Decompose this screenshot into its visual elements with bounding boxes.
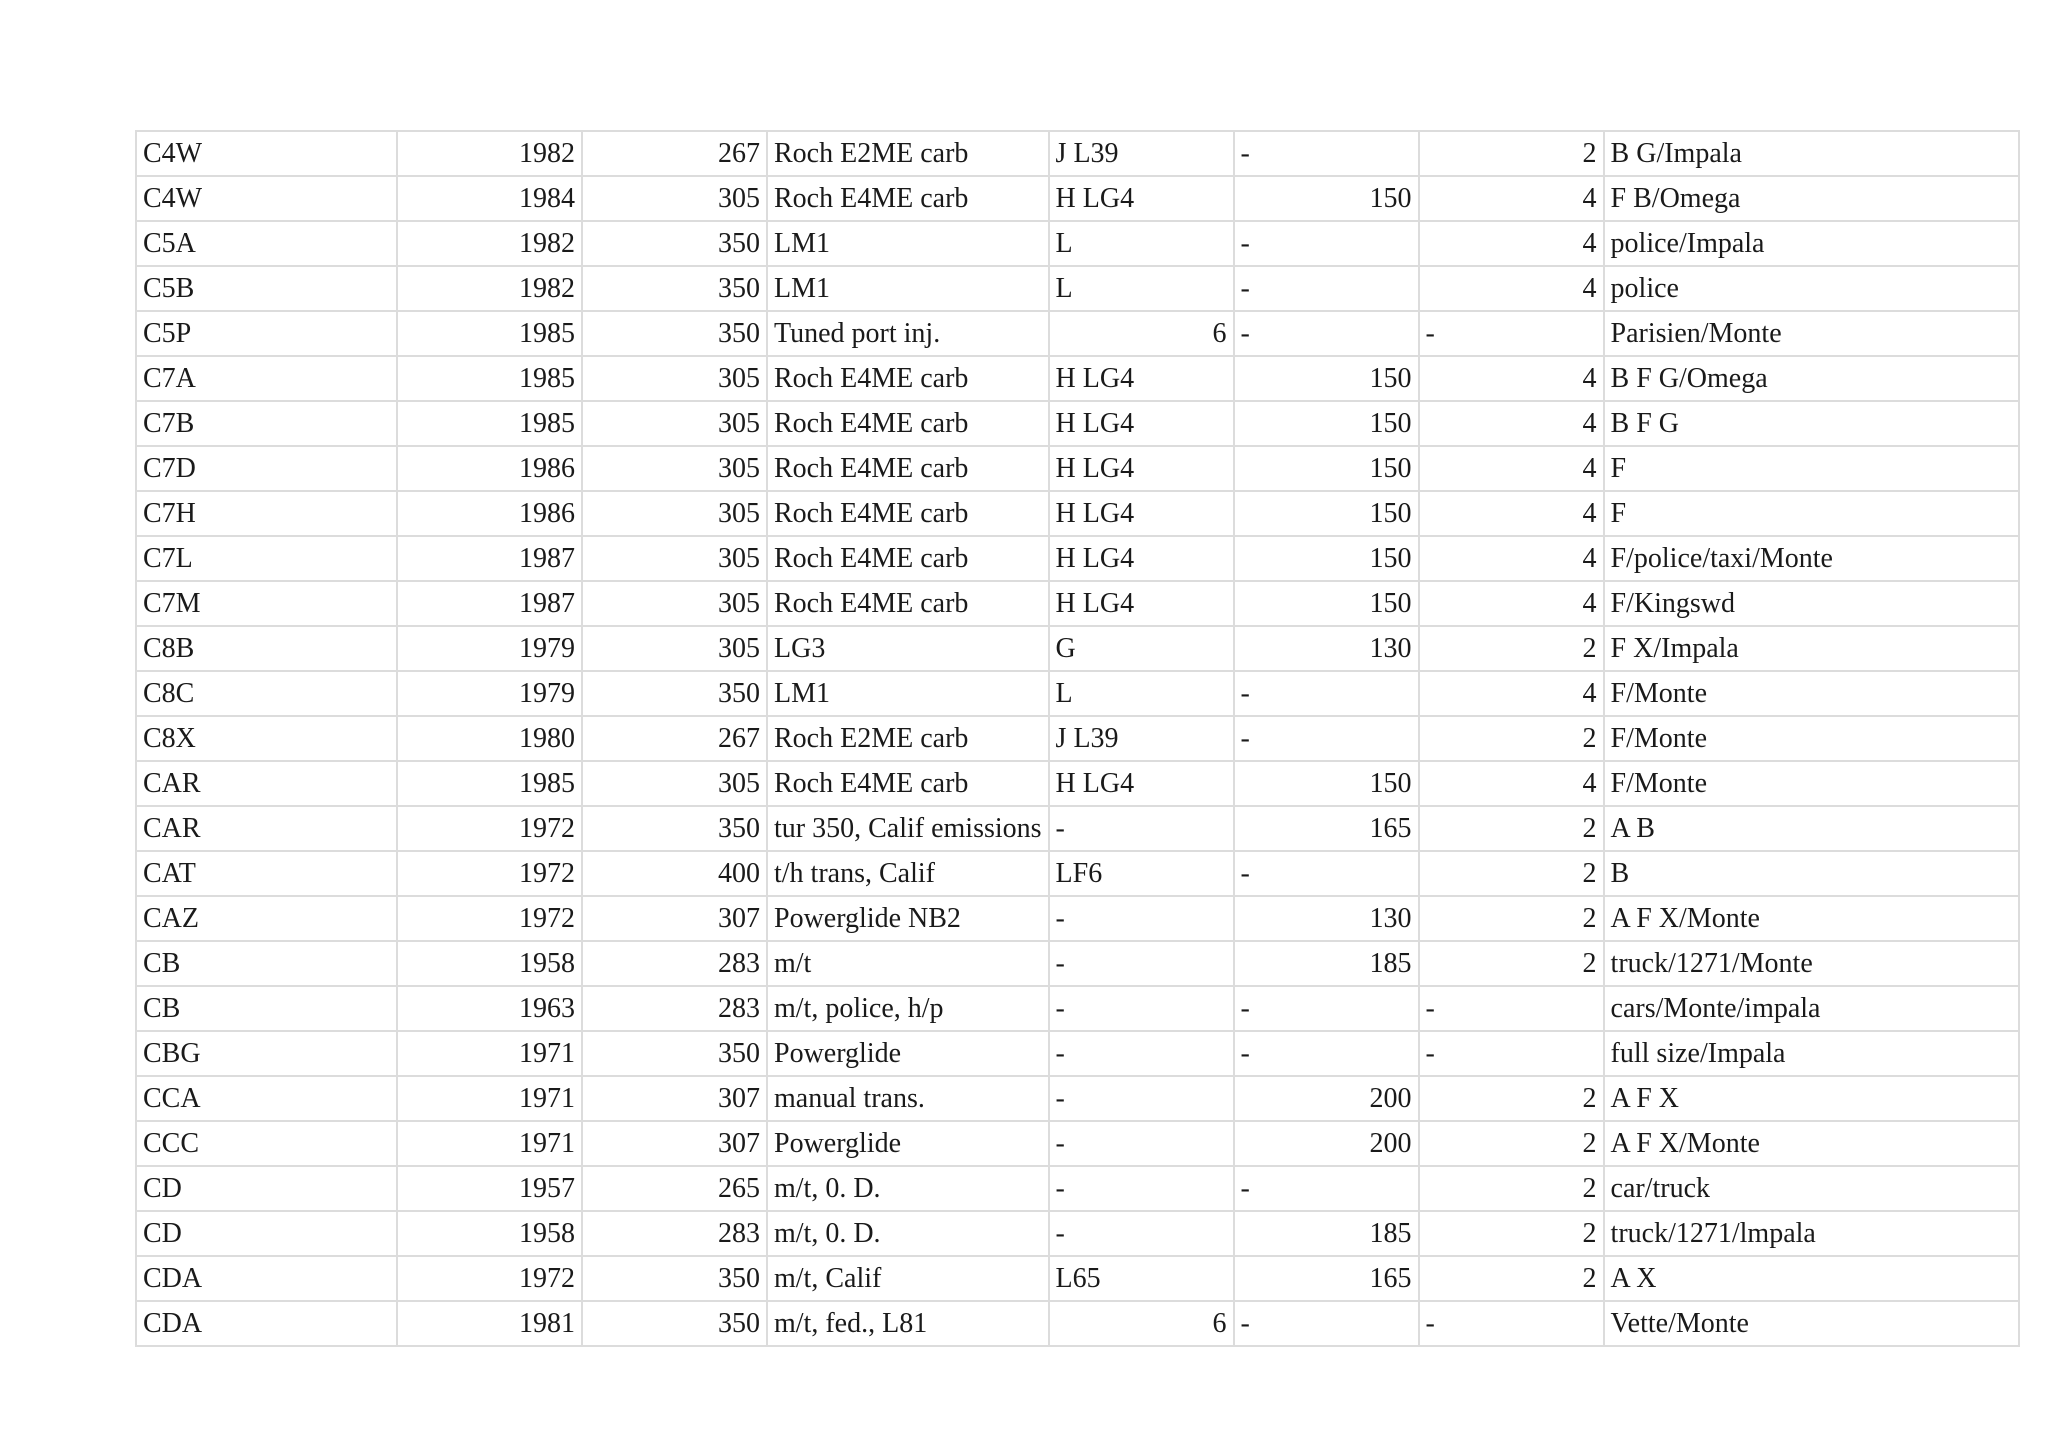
table-cell-code2: - xyxy=(1049,1031,1234,1076)
table-cell-barrels: 4 xyxy=(1419,491,1604,536)
table-row xyxy=(136,356,2019,401)
table-cell-desc: Roch E4ME carb xyxy=(767,356,1049,401)
table-cell-hp: 150 xyxy=(1234,581,1419,626)
table-cell-code2: H LG4 xyxy=(1049,356,1234,401)
table-cell-barrels: 2 xyxy=(1419,1211,1604,1256)
table-cell-desc: Powerglide xyxy=(767,1031,1049,1076)
table-row xyxy=(136,626,2019,671)
table-cell-year: 1981 xyxy=(397,1301,582,1346)
table-cell-cid: 305 xyxy=(582,401,767,446)
table-cell-usage: F B/Omega xyxy=(1604,176,2019,221)
table-cell-hp: 150 xyxy=(1234,536,1419,581)
table-cell-code: C7H xyxy=(136,491,397,536)
table-cell-cid: 307 xyxy=(582,1076,767,1121)
table-row xyxy=(136,851,2019,896)
table-cell-code2: H LG4 xyxy=(1049,536,1234,581)
table-cell-hp: 150 xyxy=(1234,401,1419,446)
table-cell-cid: 350 xyxy=(582,1031,767,1076)
table-cell-code: CAR xyxy=(136,761,397,806)
table-cell-barrels: 4 xyxy=(1419,266,1604,311)
table-cell-usage: F/Monte xyxy=(1604,761,2019,806)
table-cell-cid: 307 xyxy=(582,1121,767,1166)
table-cell-year: 1987 xyxy=(397,536,582,581)
table-row xyxy=(136,1121,2019,1166)
table-cell-code: C5P xyxy=(136,311,397,356)
table-cell-cid: 350 xyxy=(582,1256,767,1301)
table-cell-cid: 350 xyxy=(582,311,767,356)
table-cell-year: 1963 xyxy=(397,986,582,1031)
table-cell-desc: Roch E2ME carb xyxy=(767,716,1049,761)
table-cell-code2: J L39 xyxy=(1049,131,1234,176)
table-cell-hp: 130 xyxy=(1234,626,1419,671)
table-cell-code2: L65 xyxy=(1049,1256,1234,1301)
table-cell-code: C8B xyxy=(136,626,397,671)
table-cell-hp: 185 xyxy=(1234,941,1419,986)
table-cell-code: CB xyxy=(136,986,397,1031)
table-cell-cid: 305 xyxy=(582,536,767,581)
table-cell-code2: H LG4 xyxy=(1049,491,1234,536)
table-cell-cid: 305 xyxy=(582,446,767,491)
table-cell-barrels: 2 xyxy=(1419,131,1604,176)
table-cell-year: 1982 xyxy=(397,266,582,311)
table-row xyxy=(136,1211,2019,1256)
table-cell-code2: H LG4 xyxy=(1049,761,1234,806)
table-row xyxy=(136,311,2019,356)
table-cell-usage: F/Monte xyxy=(1604,671,2019,716)
table-row xyxy=(136,941,2019,986)
table-cell-year: 1972 xyxy=(397,851,582,896)
table-cell-code: C7L xyxy=(136,536,397,581)
table-cell-code2: J L39 xyxy=(1049,716,1234,761)
table-cell-desc: Tuned port inj. xyxy=(767,311,1049,356)
table-cell-code: CCA xyxy=(136,1076,397,1121)
table-cell-hp: 150 xyxy=(1234,446,1419,491)
table-cell-usage: Vette/Monte xyxy=(1604,1301,2019,1346)
table-cell-year: 1985 xyxy=(397,401,582,446)
table-row xyxy=(136,1256,2019,1301)
table-cell-year: 1982 xyxy=(397,131,582,176)
table-cell-code: C8X xyxy=(136,716,397,761)
table-cell-usage: F/Monte xyxy=(1604,716,2019,761)
table-cell-usage: B F G/Omega xyxy=(1604,356,2019,401)
table-cell-usage: police/Impala xyxy=(1604,221,2019,266)
table-cell-barrels: - xyxy=(1419,986,1604,1031)
table-row xyxy=(136,1301,2019,1346)
table-cell-desc: m/t, Calif xyxy=(767,1256,1049,1301)
table-cell-hp: - xyxy=(1234,266,1419,311)
table-cell-code2: H LG4 xyxy=(1049,581,1234,626)
table-cell-hp: 150 xyxy=(1234,491,1419,536)
table-cell-hp: - xyxy=(1234,221,1419,266)
table-cell-code: C5B xyxy=(136,266,397,311)
table-cell-barrels: 2 xyxy=(1419,941,1604,986)
table-row xyxy=(136,536,2019,581)
table-cell-desc: Roch E4ME carb xyxy=(767,176,1049,221)
table-cell-hp: - xyxy=(1234,1031,1419,1076)
table-cell-code: CD xyxy=(136,1166,397,1211)
table-cell-desc: Powerglide NB2 xyxy=(767,896,1049,941)
table-cell-code: CD xyxy=(136,1211,397,1256)
table-cell-usage: cars/Monte/impala xyxy=(1604,986,2019,1031)
table-cell-code: CDA xyxy=(136,1301,397,1346)
table-cell-year: 1971 xyxy=(397,1031,582,1076)
table-cell-code2: 6 xyxy=(1049,311,1234,356)
table-cell-desc: LM1 xyxy=(767,671,1049,716)
table-cell-hp: 165 xyxy=(1234,1256,1419,1301)
table-cell-cid: 283 xyxy=(582,1211,767,1256)
table-cell-barrels: 2 xyxy=(1419,716,1604,761)
table-cell-cid: 400 xyxy=(582,851,767,896)
table-cell-code: CB xyxy=(136,941,397,986)
table-cell-hp: 185 xyxy=(1234,1211,1419,1256)
table-cell-barrels: 4 xyxy=(1419,356,1604,401)
table-cell-year: 1985 xyxy=(397,761,582,806)
table-cell-year: 1971 xyxy=(397,1121,582,1166)
table-cell-barrels: 2 xyxy=(1419,896,1604,941)
table-cell-year: 1985 xyxy=(397,311,582,356)
table-cell-code: C5A xyxy=(136,221,397,266)
table-cell-code2: L xyxy=(1049,671,1234,716)
table-cell-usage: police xyxy=(1604,266,2019,311)
table-cell-desc: m/t xyxy=(767,941,1049,986)
table-cell-usage: Parisien/Monte xyxy=(1604,311,2019,356)
table-cell-barrels: 2 xyxy=(1419,851,1604,896)
table-cell-code: C4W xyxy=(136,131,397,176)
table-cell-code: C7A xyxy=(136,356,397,401)
table-cell-cid: 283 xyxy=(582,941,767,986)
table-cell-code2: 6 xyxy=(1049,1301,1234,1346)
table-row xyxy=(136,1031,2019,1076)
table-cell-hp: 150 xyxy=(1234,356,1419,401)
table-row xyxy=(136,266,2019,311)
table-cell-cid: 283 xyxy=(582,986,767,1031)
table-cell-desc: Roch E4ME carb xyxy=(767,491,1049,536)
table-cell-desc: m/t, fed., L81 xyxy=(767,1301,1049,1346)
table-cell-desc: Roch E2ME carb xyxy=(767,131,1049,176)
table-cell-year: 1957 xyxy=(397,1166,582,1211)
table-cell-year: 1958 xyxy=(397,1211,582,1256)
table-cell-desc: LM1 xyxy=(767,266,1049,311)
table-cell-desc: m/t, 0. D. xyxy=(767,1211,1049,1256)
table-cell-barrels: 2 xyxy=(1419,806,1604,851)
table-row xyxy=(136,131,2019,176)
table-cell-barrels: 4 xyxy=(1419,536,1604,581)
table-cell-hp: 130 xyxy=(1234,896,1419,941)
table-cell-cid: 350 xyxy=(582,221,767,266)
table-row xyxy=(136,401,2019,446)
table-cell-usage: A X xyxy=(1604,1256,2019,1301)
table-cell-cid: 265 xyxy=(582,1166,767,1211)
table-cell-cid: 305 xyxy=(582,581,767,626)
table-cell-barrels: 2 xyxy=(1419,1121,1604,1166)
table-cell-barrels: 4 xyxy=(1419,401,1604,446)
table-cell-year: 1972 xyxy=(397,896,582,941)
table-cell-year: 1971 xyxy=(397,1076,582,1121)
table-cell-usage: A F X/Monte xyxy=(1604,896,2019,941)
table-cell-code2: - xyxy=(1049,896,1234,941)
table-cell-cid: 305 xyxy=(582,356,767,401)
table-cell-code: CBG xyxy=(136,1031,397,1076)
table-cell-barrels: 2 xyxy=(1419,1256,1604,1301)
table-cell-code2: H LG4 xyxy=(1049,176,1234,221)
table-cell-cid: 305 xyxy=(582,626,767,671)
table-cell-barrels: 4 xyxy=(1419,761,1604,806)
table-cell-code2: H LG4 xyxy=(1049,401,1234,446)
table-cell-year: 1982 xyxy=(397,221,582,266)
table-cell-desc: manual trans. xyxy=(767,1076,1049,1121)
table-cell-hp: - xyxy=(1234,1166,1419,1211)
table-cell-desc: LG3 xyxy=(767,626,1049,671)
table-cell-code2: G xyxy=(1049,626,1234,671)
table-cell-cid: 305 xyxy=(582,176,767,221)
table-cell-desc: Roch E4ME carb xyxy=(767,446,1049,491)
table-cell-cid: 267 xyxy=(582,131,767,176)
table-cell-barrels: 4 xyxy=(1419,221,1604,266)
table-cell-barrels: - xyxy=(1419,1301,1604,1346)
table-cell-code2: L xyxy=(1049,221,1234,266)
table-cell-usage: A F X xyxy=(1604,1076,2019,1121)
table-cell-usage: B F G xyxy=(1604,401,2019,446)
table-cell-usage: truck/1271/Monte xyxy=(1604,941,2019,986)
table-cell-year: 1979 xyxy=(397,626,582,671)
table-row xyxy=(136,761,2019,806)
table-cell-code2: - xyxy=(1049,986,1234,1031)
table-cell-barrels: 4 xyxy=(1419,446,1604,491)
table-cell-usage: F X/Impala xyxy=(1604,626,2019,671)
table-cell-code: C8C xyxy=(136,671,397,716)
table-row xyxy=(136,671,2019,716)
table-cell-barrels: 4 xyxy=(1419,581,1604,626)
table-row xyxy=(136,1166,2019,1211)
table-cell-hp: 200 xyxy=(1234,1121,1419,1166)
table-cell-hp: - xyxy=(1234,311,1419,356)
table-cell-year: 1958 xyxy=(397,941,582,986)
table-cell-usage: B xyxy=(1604,851,2019,896)
table-row xyxy=(136,221,2019,266)
table-cell-year: 1985 xyxy=(397,356,582,401)
table-cell-code2: H LG4 xyxy=(1049,446,1234,491)
table-cell-hp: 200 xyxy=(1234,1076,1419,1121)
table-cell-usage: A F X/Monte xyxy=(1604,1121,2019,1166)
table-cell-code2: - xyxy=(1049,1166,1234,1211)
table-cell-cid: 350 xyxy=(582,671,767,716)
table-cell-hp: - xyxy=(1234,131,1419,176)
table-cell-usage: car/truck xyxy=(1604,1166,2019,1211)
table-cell-year: 1986 xyxy=(397,446,582,491)
table-cell-code: C7D xyxy=(136,446,397,491)
table-cell-usage: F/police/taxi/Monte xyxy=(1604,536,2019,581)
table-row xyxy=(136,491,2019,536)
table-cell-hp: 150 xyxy=(1234,761,1419,806)
table-cell-code: C4W xyxy=(136,176,397,221)
table-cell-desc: Roch E4ME carb xyxy=(767,536,1049,581)
table-cell-desc: tur 350, Calif emissions xyxy=(767,806,1049,851)
table-cell-usage: F/Kingswd xyxy=(1604,581,2019,626)
table-cell-hp: - xyxy=(1234,1301,1419,1346)
table-cell-cid: 350 xyxy=(582,1301,767,1346)
table-cell-hp: 150 xyxy=(1234,176,1419,221)
table-body xyxy=(136,131,2019,1346)
table-cell-barrels: - xyxy=(1419,311,1604,356)
table-cell-code2: - xyxy=(1049,806,1234,851)
table-cell-code: CAZ xyxy=(136,896,397,941)
table-cell-hp: - xyxy=(1234,716,1419,761)
table-cell-barrels: 4 xyxy=(1419,671,1604,716)
table-cell-usage: F xyxy=(1604,491,2019,536)
table-cell-usage: full size/Impala xyxy=(1604,1031,2019,1076)
table-cell-year: 1979 xyxy=(397,671,582,716)
table-cell-desc: Roch E4ME carb xyxy=(767,761,1049,806)
table-cell-barrels: 4 xyxy=(1419,176,1604,221)
table-cell-cid: 350 xyxy=(582,266,767,311)
table-cell-year: 1972 xyxy=(397,806,582,851)
table-cell-code: C7B xyxy=(136,401,397,446)
table-cell-hp: - xyxy=(1234,986,1419,1031)
table-cell-usage: truck/1271/lmpala xyxy=(1604,1211,2019,1256)
table-cell-code: C7M xyxy=(136,581,397,626)
table-row xyxy=(136,806,2019,851)
table-cell-hp: - xyxy=(1234,671,1419,716)
table-cell-code2: - xyxy=(1049,1076,1234,1121)
table-cell-year: 1984 xyxy=(397,176,582,221)
table-cell-code2: - xyxy=(1049,1211,1234,1256)
table-row xyxy=(136,1076,2019,1121)
table-cell-code: CCC xyxy=(136,1121,397,1166)
table-cell-year: 1980 xyxy=(397,716,582,761)
table-cell-hp: - xyxy=(1234,851,1419,896)
table-row xyxy=(136,581,2019,626)
table-cell-year: 1972 xyxy=(397,1256,582,1301)
table-cell-year: 1986 xyxy=(397,491,582,536)
table-cell-usage: B G/Impala xyxy=(1604,131,2019,176)
table-cell-code2: - xyxy=(1049,941,1234,986)
table-cell-hp: 165 xyxy=(1234,806,1419,851)
table-cell-code: CAR xyxy=(136,806,397,851)
table-cell-barrels: 2 xyxy=(1419,1166,1604,1211)
table-cell-desc: Roch E4ME carb xyxy=(767,581,1049,626)
table-cell-barrels: 2 xyxy=(1419,1076,1604,1121)
table-row xyxy=(136,176,2019,221)
table-cell-usage: F xyxy=(1604,446,2019,491)
table-cell-cid: 307 xyxy=(582,896,767,941)
table-cell-barrels: 2 xyxy=(1419,626,1604,671)
table-row xyxy=(136,716,2019,761)
table-cell-code2: LF6 xyxy=(1049,851,1234,896)
table-cell-cid: 350 xyxy=(582,806,767,851)
table-cell-desc: LM1 xyxy=(767,221,1049,266)
table-cell-desc: Roch E4ME carb xyxy=(767,401,1049,446)
table-cell-code2: L xyxy=(1049,266,1234,311)
data-table xyxy=(135,130,2020,1347)
table-cell-desc: t/h trans, Calif xyxy=(767,851,1049,896)
table-row xyxy=(136,446,2019,491)
table-cell-year: 1987 xyxy=(397,581,582,626)
table-cell-desc: Powerglide xyxy=(767,1121,1049,1166)
table-row xyxy=(136,896,2019,941)
table-row xyxy=(136,986,2019,1031)
table-cell-code: CAT xyxy=(136,851,397,896)
table-cell-usage: A B xyxy=(1604,806,2019,851)
table-cell-cid: 305 xyxy=(582,491,767,536)
table-cell-code2: - xyxy=(1049,1121,1234,1166)
table-cell-cid: 305 xyxy=(582,761,767,806)
table-cell-code: CDA xyxy=(136,1256,397,1301)
table-cell-desc: m/t, police, h/p xyxy=(767,986,1049,1031)
table-cell-barrels: - xyxy=(1419,1031,1604,1076)
table-cell-desc: m/t, 0. D. xyxy=(767,1166,1049,1211)
table-cell-cid: 267 xyxy=(582,716,767,761)
